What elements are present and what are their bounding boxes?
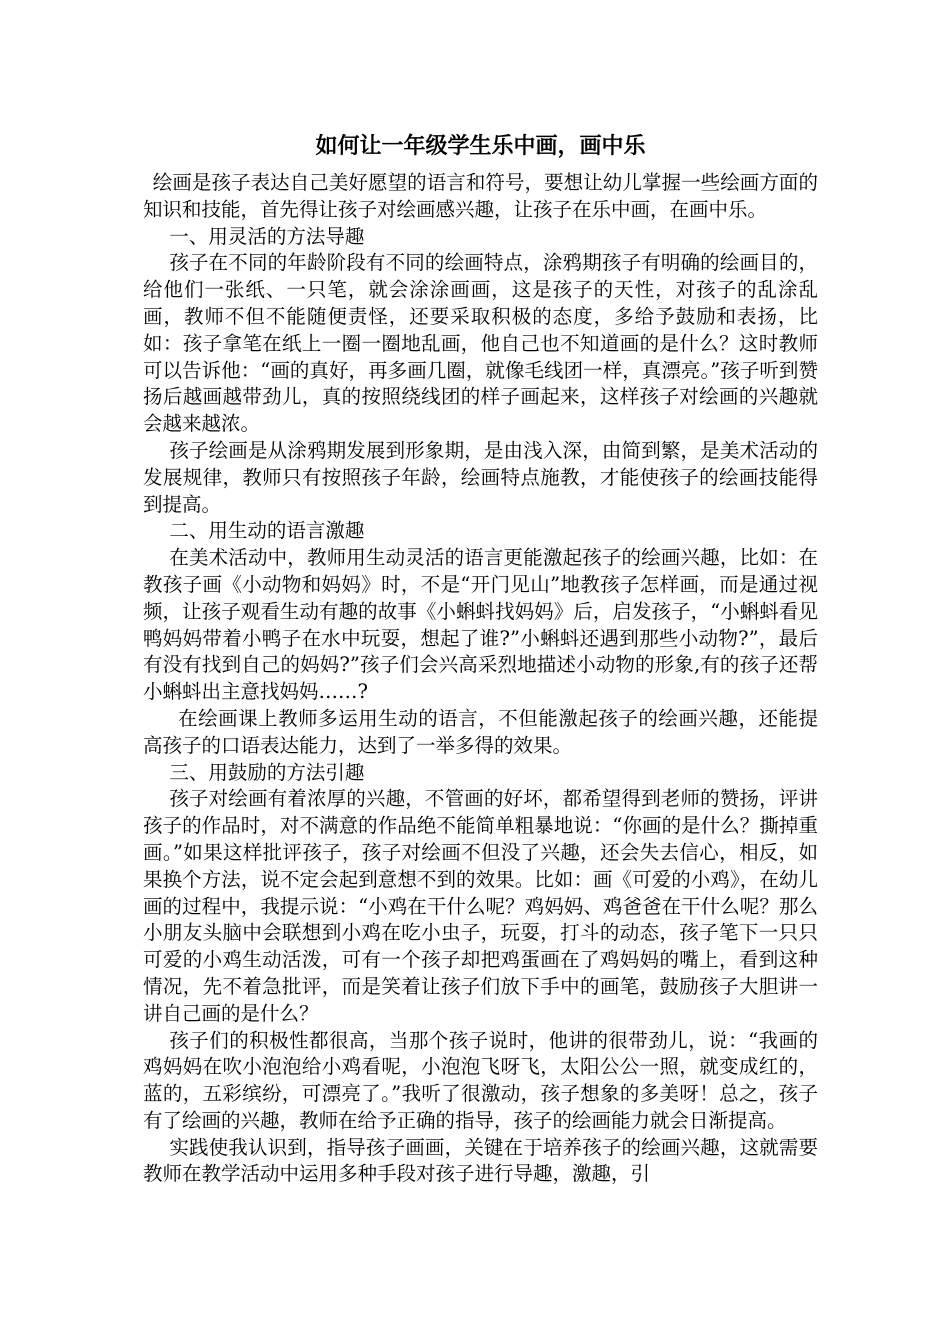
section-2-paragraph-2: 在绘画课上教师多运用生动的语言，不但能激起孩子的绘画兴趣，还能提高孩子的口语表达能力，达到了一举多得的效果。 bbox=[143, 706, 818, 757]
section-1-paragraph-1: 孩子在不同的年龄阶段有不同的绘画特点，涂鸦期孩子有明确的绘画目的，给他们一张纸、一只笔，就会涂涂画画，这是孩子的天性，对孩子的乱涂乱画，教师不但不能随便责怪，还要采取积极的态度，多给予鼓励和表扬，比如：孩子拿笔在纸上一圈一圈地乱画，他自己也不知道画的是什么？这时教师可以告诉他：“画的真好，再多画几圈，就像毛线团一样，真漂亮。”孩子听到赞扬后越画越带劲儿，真的按照绕线团的样子画起来，这样孩子对绘画的兴趣就会越来越浓。 bbox=[143, 251, 818, 436]
section-heading-1: 一、用灵活的方法导趣 bbox=[169, 224, 365, 248]
page-title: 如何让一年级学生乐中画，画中乐 bbox=[315, 133, 646, 159]
document-page bbox=[143, 128, 818, 1188]
section-3-paragraph-1: 孩子对绘画有着浓厚的兴趣，不管画的好坏，都希望得到老师的赞扬，评讲孩子的作品时，对不满意的作品绝不能简单粗暴地说：“你画的是什么？撕掉重画。”如果这样批评孩子，孩子对绘画不但没了兴趣，还会失去信心，相反，如果换个方法，说不定会起到意想不到的效果。比如：画《可爱的小鸡》，在幼儿画的过程中，我提示说：“小鸡在干什么呢？鸡妈妈、鸡爸爸在干什么呢？那么小朋友头脑中会联想到小鸡在吃小虫子，玩耍，打斗的动态，孩子笔下一只只可爱的小鸡生动活泼，可有一个孩子却把鸡蛋画在了鸡妈妈的嘴上，看到这种情况，先不着急批评，而是笑着让孩子们放下手中的画笔，鼓励孩子大胆讲一讲自己画的是什么？ bbox=[143, 787, 818, 1025]
section-heading-2: 二、用生动的语言激趣 bbox=[169, 519, 365, 543]
intro-paragraph: 绘画是孩子表达自己美好愿望的语言和符号，要想让幼儿掌握一些绘画方面的知识和技能，首先得让孩子对绘画感兴趣，让孩子在乐中画，在画中乐。 bbox=[143, 171, 818, 221]
section-heading-3: 三、用鼓励的方法引趣 bbox=[169, 760, 365, 784]
conclusion-paragraph: 实践使我认识到，指导孩子画画，关键在于培养孩子的绘画兴趣，这就需要教师在教学活动中运用多种手段对孩子进行导趣，激趣，引 bbox=[143, 1135, 818, 1186]
section-2-paragraph-1: 在美术活动中，教师用生动灵活的语言更能激起孩子的绘画兴趣，比如：在教孩子画《小动物和妈妈》时，不是“开门见山”地教孩子怎样画，而是通过视频，让孩子观看生动有趣的故事《小蝌蚪找妈妈》后，启发孩子，“小蝌蚪看见鸭妈妈带着小鸭子在水中玩耍，想起了谁?”小蝌蚪还遇到那些小动物?”，最后有没有找到自己的妈妈?”孩子们会兴高采烈地描述小动物的形象,有的孩子还帮小蝌蚪出主意找妈妈……? bbox=[143, 546, 818, 704]
section-3-paragraph-2: 孩子们的积极性都很高，当那个孩子说时，他讲的很带劲儿，说：“我画的鸡妈妈在吹小泡泡给小鸡看呢，小泡泡飞呀飞，太阳公公一照，就变成红的，蓝的，五彩缤纷，可漂亮了。”我听了很激动，孩子想象的多美呀！总之，孩子有了绘画的兴趣，教师在给予正确的指导，孩子的绘画能力就会日渐提高。 bbox=[143, 1028, 818, 1132]
section-1-paragraph-2: 孩子绘画是从涂鸦期发展到形象期，是由浅入深，由简到繁，是美术活动的发展规律，教师只有按照孩子年龄，绘画特点施教，才能使孩子的绘画技能得到提高。 bbox=[143, 438, 818, 516]
